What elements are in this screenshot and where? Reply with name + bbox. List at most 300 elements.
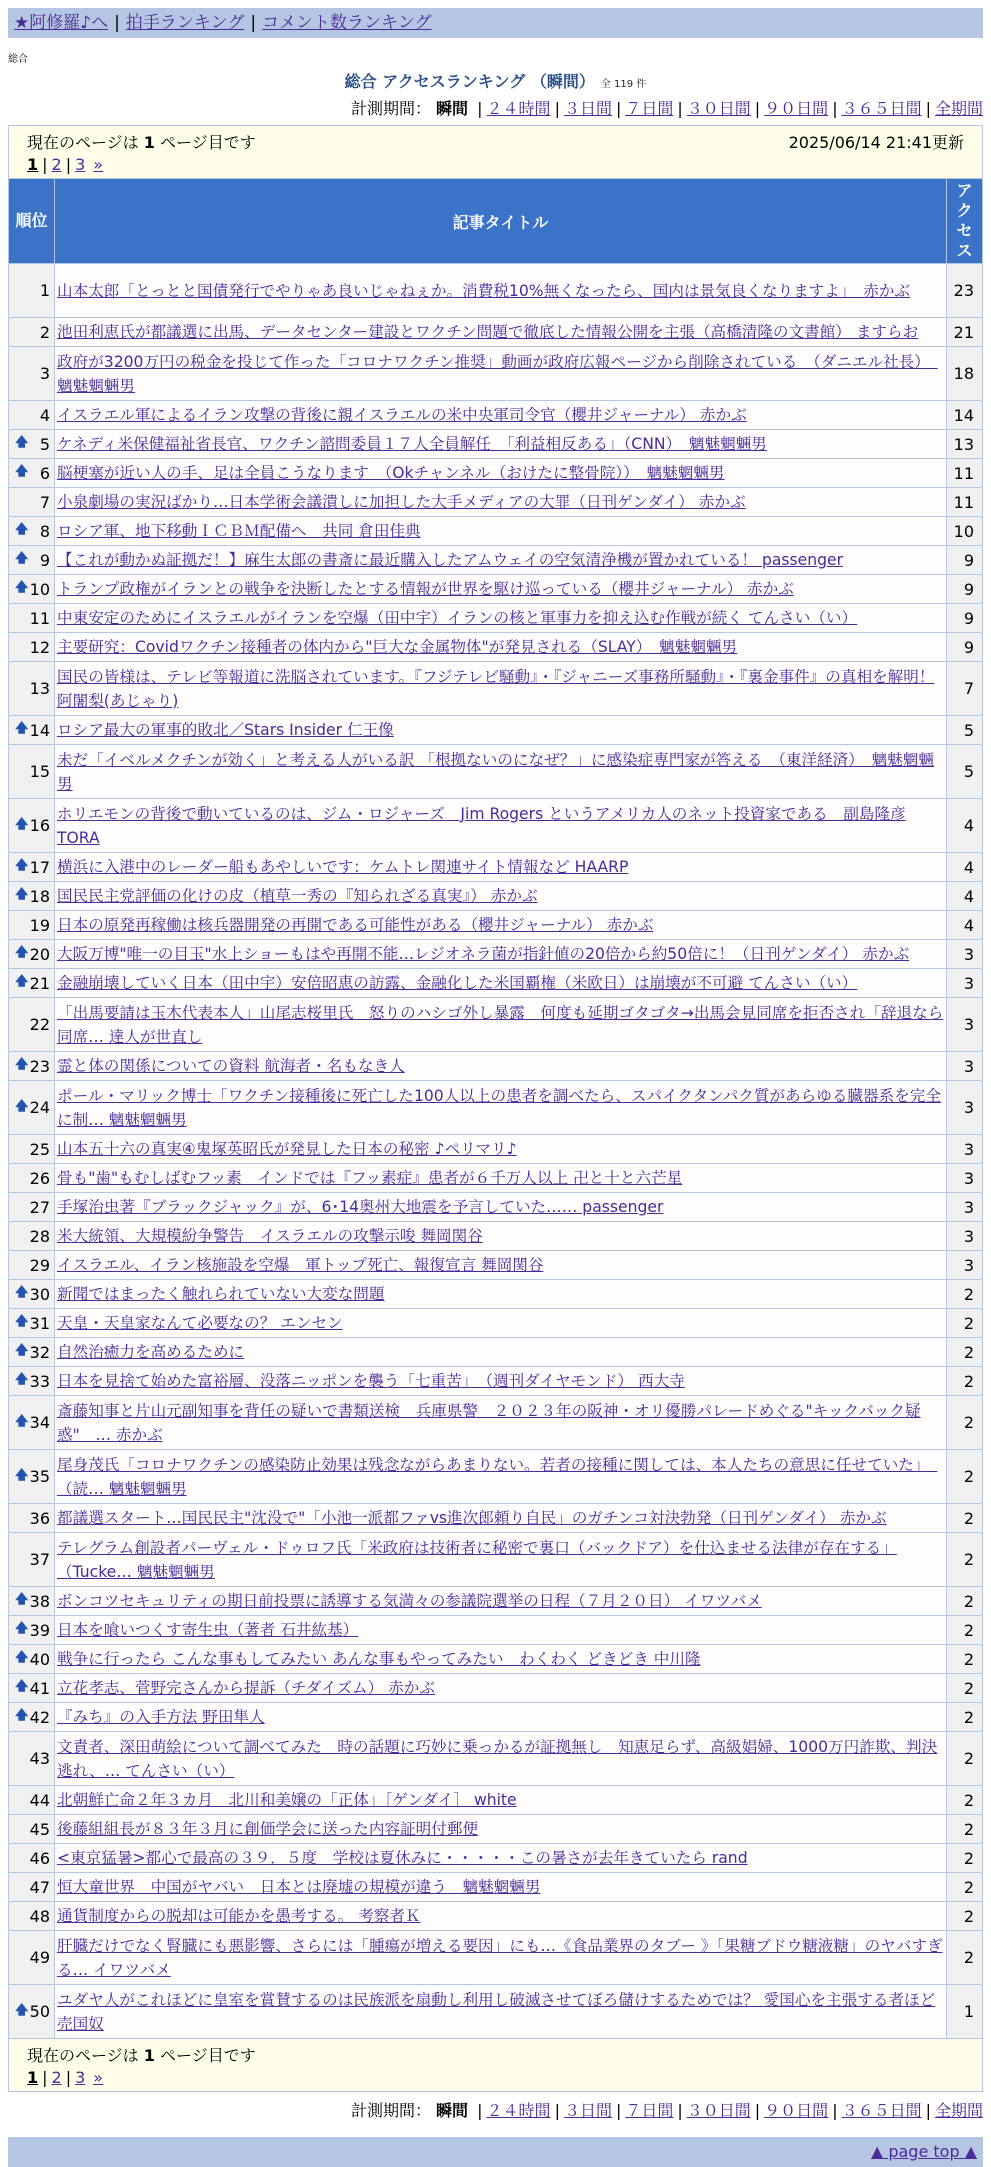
rank-up-arrow-icon: 🡅	[15, 1708, 29, 1723]
rank-cell	[9, 1135, 55, 1164]
article-title-link[interactable]: ロシア最大の軍事的敗北／Stars Insider 仁王像	[57, 721, 394, 739]
article-title-link[interactable]: 金融崩壊していく日本（田中宇）安倍昭恵の訪露、金融化した米国覇権（米欧日）は崩壊が不可避 てんさい（い）	[57, 974, 858, 992]
rank-number: 13	[29, 679, 50, 698]
table-row	[9, 1396, 983, 1450]
home-link[interactable]: ★阿修羅♪へ	[14, 13, 109, 33]
rank-cell	[9, 575, 55, 604]
pager-next-link[interactable]: »	[93, 2068, 104, 2087]
rank-cell	[9, 799, 55, 853]
table-row	[9, 1222, 983, 1251]
title-cell	[55, 264, 947, 318]
table-row	[9, 575, 983, 604]
article-title-link[interactable]: 【これが動かぬ証拠だ！】麻生太郎の書斎に最近購入したアムウェイの空気清浄機が置かれている！ passenger	[57, 551, 844, 569]
article-title-link[interactable]: 北朝鮮亡命２年３カ月 北川和美嬢の「正体」［ゲンダイ］ white	[57, 1791, 517, 1809]
title-cell	[55, 969, 947, 998]
rank-cell	[9, 1985, 55, 2039]
rank-number: 44	[29, 1790, 50, 1810]
article-title-link[interactable]: イスラエル軍によるイラン攻撃の背後に親イスラエルの米中央軍司令官（櫻井ジャーナル） 赤かぶ	[57, 406, 747, 424]
access-count: 2	[947, 1504, 983, 1533]
title-cell	[55, 1450, 947, 1504]
rank-cell	[9, 1309, 55, 1338]
rank-cell	[9, 1902, 55, 1931]
rank-number: 46	[29, 1848, 50, 1868]
rank-number: 49	[29, 1948, 50, 1967]
table-header	[9, 179, 983, 264]
article-title-link[interactable]: 肝臓だけでなく腎臓にも悪影響、さらには「腫瘍が増える要因」にも…《食品業界のタブー 》「果糖ブドウ糖液糖」のヤバすぎる… イワツバメ	[57, 1936, 943, 1979]
article-title-link[interactable]: 池田利恵氏が都議選に出馬、データセンター建設とワクチン問題で徹底した情報公開を主張（高橋清隆の文書館） ますらお	[57, 323, 919, 341]
period-link[interactable]: 全期間	[934, 2101, 983, 2120]
title-cell	[55, 1732, 947, 1786]
table-row	[9, 347, 983, 401]
page-title-text: 総合 アクセスランキング （瞬間）	[344, 72, 595, 91]
access-count: 1	[947, 1985, 983, 2039]
total-count: 全 119 件	[600, 79, 647, 90]
rank-cell	[9, 1533, 55, 1587]
rank-number: 22	[29, 1015, 50, 1034]
article-title-link[interactable]: 日本の原発再稼働は核兵器開発の再開である可能性がある（櫻井ジャーナル） 赤かぶ	[57, 916, 654, 934]
title-cell	[55, 662, 947, 716]
rank-up-arrow-icon: 🡅	[15, 522, 29, 537]
table-row	[9, 1251, 983, 1280]
title-cell	[55, 459, 947, 488]
access-count: 9	[947, 604, 983, 633]
rank-number: 40	[29, 1649, 50, 1669]
rank-cell	[9, 745, 55, 799]
top-nav-bar	[8, 8, 983, 38]
article-title-link[interactable]: 「出馬要請は玉木代表本人」山尾志桜里氏 怒りのハシゴ外し暴露 何度も延期ゴタゴタ→出馬会見同席を拒否され「辞退なら同席… 達人が世直し	[57, 1003, 944, 1046]
article-title-link[interactable]: 日本を見捨て始めた富裕層、没落ニッポンを襲う「七重苦」 （週刊ダイヤモンド） 西大寺	[57, 1372, 685, 1390]
rank-number: 14	[29, 720, 50, 740]
rank-cell	[9, 1193, 55, 1222]
table-row	[9, 1450, 983, 1504]
access-count: 2	[947, 1645, 983, 1674]
title-cell	[55, 575, 947, 604]
title-cell	[55, 911, 947, 940]
access-count: 2	[947, 1616, 983, 1645]
article-title-link[interactable]: 山本五十六の真実④鬼塚英昭氏が発見した日本の秘密 ♪ペリマリ♪	[57, 1140, 517, 1158]
pager-separator: |	[42, 155, 48, 174]
rank-cell	[9, 459, 55, 488]
title-cell	[55, 1587, 947, 1616]
rank-up-arrow-icon: 🡅	[15, 551, 29, 566]
title-cell	[55, 1616, 947, 1645]
pager-page-link[interactable]: 2	[51, 2068, 62, 2087]
rank-cell	[9, 1703, 55, 1732]
rank-cell	[9, 517, 55, 546]
rank-number: 17	[29, 857, 50, 877]
access-count: 23	[947, 264, 983, 318]
rank-number: 7	[39, 492, 50, 512]
article-title-link[interactable]: 大阪万博"唯一の目玉"水上ショーもはや再開不能…レジオネラ菌が指針値の20倍から約50倍に！（日刊ゲンダイ） 赤かぶ	[57, 945, 910, 963]
rank-cell	[9, 1815, 55, 1844]
title-cell	[55, 1251, 947, 1280]
rank-cell	[9, 1645, 55, 1674]
title-cell	[55, 1844, 947, 1873]
access-count: 14	[947, 401, 983, 430]
access-count: 7	[947, 662, 983, 716]
access-count: 18	[947, 347, 983, 401]
period-label: 計測期間：	[350, 99, 431, 118]
period-separator: |	[615, 99, 622, 118]
rank-cell	[9, 1396, 55, 1450]
article-title-link[interactable]: 都議選スタート…国民民主"沈没で"「小池一派都ファvs進次郎頼り自民」のガチンコ対決勃発（日刊ゲンダイ） 赤かぶ	[57, 1509, 887, 1527]
period-link[interactable]: ７日間	[625, 99, 674, 118]
table-row	[9, 1902, 983, 1931]
article-title-link[interactable]: 立花孝志、菅野完さんから提訴（チダイズム） 赤かぶ	[57, 1679, 435, 1697]
table-row	[9, 1587, 983, 1616]
column-header-access: アクセス	[947, 179, 983, 264]
table-row	[9, 1135, 983, 1164]
period-link[interactable]: ３日間	[563, 99, 612, 118]
period-link[interactable]: ３日間	[563, 2101, 612, 2120]
period-label: 計測期間：	[350, 2101, 431, 2120]
table-row	[9, 1504, 983, 1533]
article-title-link[interactable]: ロシア軍、地下移動ＩＣＢＭ配備へ 共同 倉田佳典	[57, 522, 421, 540]
pager-separator: |	[65, 155, 72, 174]
period-link[interactable]: ２４時間	[486, 2101, 551, 2120]
rank-cell	[9, 662, 55, 716]
title-cell	[55, 1533, 947, 1587]
article-title-link[interactable]: 横浜に入港中のレーダー船もあやしいです：ケムトレ関連サイト情報など HAARP	[57, 858, 629, 876]
article-title-link[interactable]: ケネディ米保健福祉省長官、ワクチン諮問委員１７人全員解任 「利益相反ある」（CNN） 魑魅魍魎男	[57, 435, 767, 453]
rank-number: 45	[29, 1819, 50, 1839]
rank-number: 11	[29, 608, 50, 628]
period-link[interactable]: ３６５日間	[841, 99, 922, 118]
table-row	[9, 604, 983, 633]
rank-number: 16	[29, 816, 50, 835]
article-title-link[interactable]: 天皇・天皇家なんて必要なの？ エンセン	[57, 1314, 343, 1332]
column-header-rank: 順位	[9, 179, 55, 264]
title-cell	[55, 716, 947, 745]
table-row	[9, 1732, 983, 1786]
access-count: 2	[947, 1533, 983, 1587]
access-count: 3	[947, 1222, 983, 1251]
access-count: 3	[947, 1193, 983, 1222]
title-cell	[55, 1367, 947, 1396]
period-selector-top	[8, 96, 983, 119]
period-links	[473, 99, 983, 118]
rank-cell	[9, 1081, 55, 1135]
title-cell	[55, 1703, 947, 1732]
rank-cell	[9, 633, 55, 662]
footer-bar	[8, 2137, 983, 2167]
period-separator: |	[832, 2101, 838, 2120]
rank-cell	[9, 853, 55, 882]
table-row	[9, 998, 983, 1052]
period-separator: |	[554, 2101, 560, 2120]
access-count: 2	[947, 1931, 983, 1985]
rank-up-arrow-icon: 🡅	[15, 1413, 29, 1429]
access-count: 13	[947, 430, 983, 459]
rank-cell	[9, 1616, 55, 1645]
title-cell	[55, 1674, 947, 1703]
table-row	[9, 882, 983, 911]
period-link[interactable]: 全期間	[934, 99, 983, 118]
period-link[interactable]: ２４時間	[486, 99, 551, 118]
title-cell	[55, 1902, 947, 1931]
table-row	[9, 1081, 983, 1135]
rank-number: 41	[29, 1678, 50, 1698]
article-title-link[interactable]: 恒大童世界 中国がヤバい 日本とは廃墟の規模が違う 魑魅魍魎男	[57, 1878, 541, 1896]
article-title-link[interactable]: 通貨制度からの脱却は可能かを愚考する。 考察者Ｋ	[57, 1907, 421, 1925]
access-count: 3	[947, 1052, 983, 1081]
pager-page-link[interactable]: 2	[51, 155, 62, 174]
rank-up-arrow-icon: 🡅	[15, 464, 29, 479]
title-cell	[55, 1786, 947, 1815]
title-cell	[55, 1164, 947, 1193]
rank-number: 20	[29, 944, 50, 964]
rank-number: 43	[29, 1749, 50, 1768]
article-title-link[interactable]: 『みち』の入手方法 野田隼人	[57, 1708, 265, 1726]
rank-up-arrow-icon: 🡅	[15, 974, 29, 989]
rank-up-arrow-icon: 🡅	[15, 1372, 29, 1387]
rank-number: 12	[29, 637, 50, 657]
period-separator: |	[677, 99, 683, 118]
access-count: 2	[947, 1786, 983, 1815]
title-cell	[55, 1645, 947, 1674]
title-cell	[55, 1815, 947, 1844]
pager-separator: |	[65, 2068, 72, 2087]
article-title-link[interactable]: <東京猛暑>都心で最高の３９．５度 学校は夏休みに・・・・・この暑さが去年きていたら rand	[57, 1849, 748, 1867]
access-count: 3	[947, 1251, 983, 1280]
page-top-link[interactable]: ▲ page top ▲	[870, 2142, 977, 2161]
pager-page-link[interactable]: 3	[75, 155, 86, 174]
table-row	[9, 1815, 983, 1844]
access-count: 3	[947, 998, 983, 1052]
title-cell	[55, 853, 947, 882]
table-row	[9, 911, 983, 940]
rank-number: 33	[29, 1371, 50, 1391]
period-separator: |	[477, 99, 483, 118]
table-row	[9, 716, 983, 745]
rank-number: 36	[29, 1508, 50, 1528]
access-count: 3	[947, 940, 983, 969]
rank-up-arrow-icon: 🡅	[15, 1467, 29, 1483]
title-cell	[55, 633, 947, 662]
rank-number: 23	[29, 1056, 50, 1076]
title-cell	[55, 1081, 947, 1135]
rank-number: 15	[29, 762, 50, 781]
rank-cell	[9, 1280, 55, 1309]
rank-cell	[9, 430, 55, 459]
access-count: 9	[947, 575, 983, 604]
article-title-link[interactable]: 中東安定のためにイスラエルがイランを空爆（田中宇）イランの核と軍事力を抑え込む作戦が続く てんさい（い）	[57, 609, 858, 627]
rank-cell	[9, 716, 55, 745]
table-row	[9, 745, 983, 799]
article-title-link[interactable]: 日本を喰いつくす寄生虫（著者 石井紘基）	[57, 1621, 359, 1639]
column-header-title: 記事タイトル	[55, 179, 947, 264]
article-title-link[interactable]: ホリエモンの背後で動いているのは、ジム・ロジャーズ Jim Rogers というアメリカ人のネット投資家である 副島隆彦 TORA	[57, 804, 906, 847]
article-title-link[interactable]: 新聞ではまったく触れられていない大変な問題	[57, 1285, 385, 1303]
period-links	[473, 2101, 983, 2120]
access-count: 4	[947, 911, 983, 940]
title-cell	[55, 1338, 947, 1367]
period-link[interactable]: ９０日間	[764, 99, 829, 118]
access-count: 2	[947, 1873, 983, 1902]
article-title-link[interactable]: 自然治癒力を高めるために	[57, 1343, 245, 1361]
rank-cell	[9, 401, 55, 430]
pager-page-link[interactable]: 3	[75, 2068, 86, 2087]
title-cell	[55, 401, 947, 430]
title-cell	[55, 1873, 947, 1902]
access-count: 2	[947, 1280, 983, 1309]
period-separator: |	[754, 99, 761, 118]
rank-number: 4	[39, 405, 50, 425]
period-link[interactable]: ７日間	[625, 2101, 674, 2120]
access-count: 2	[947, 1674, 983, 1703]
access-count: 3	[947, 1135, 983, 1164]
rank-up-arrow-icon: 🡅	[15, 1314, 29, 1329]
article-title-link[interactable]: テレグラム創設者パーヴェル・ドゥロフ氏「米政府は技術者に秘密で裏口（バックドア）を仕込ませる法律が存在する」（Tucke… 魑魅魍魎男	[57, 1538, 897, 1581]
table-row	[9, 1703, 983, 1732]
rank-cell	[9, 264, 55, 318]
rank-number: 48	[29, 1906, 50, 1926]
table-row	[9, 1280, 983, 1309]
rank-cell	[9, 347, 55, 401]
rank-number: 28	[29, 1226, 50, 1246]
table-row	[9, 459, 983, 488]
access-count: 2	[947, 1703, 983, 1732]
rank-up-arrow-icon: 🡅	[15, 1650, 29, 1665]
table-row	[9, 430, 983, 459]
article-title-link[interactable]: 脳梗塞が近い人の手、足は全員こうなります （Okチャンネル（おけたに整骨院）） 魑魅魍魎男	[57, 464, 725, 482]
table-row	[9, 1674, 983, 1703]
article-title-link[interactable]: 未だ「イベルメクチンが効く」と考える人がいる訳 「根拠ないのになぜ？」に感染症専門家が答える （東洋経済） 魑魅魍魎男	[57, 750, 934, 793]
title-cell	[55, 1280, 947, 1309]
rank-number: 19	[29, 915, 50, 935]
rank-up-arrow-icon: 🡅	[15, 1285, 29, 1300]
article-title-link[interactable]: イスラエル、イラン核施設を空爆 軍トップ死亡、報復宣言 舞岡関谷	[57, 1256, 544, 1274]
access-count: 2	[947, 1732, 983, 1786]
table-row	[9, 799, 983, 853]
pager-next-link[interactable]: »	[93, 155, 104, 174]
access-count: 5	[947, 716, 983, 745]
article-title-link[interactable]: ユダヤ人がこれほどに皇室を賞賛するのは民族派を扇動し利用し破滅させてぼろ儲けするためでは？ 愛国心を主張する者ほど売国奴	[57, 1990, 936, 2033]
rank-number: 21	[29, 973, 50, 993]
access-count: 9	[947, 633, 983, 662]
period-link[interactable]: ３０日間	[686, 2101, 751, 2120]
article-title-link[interactable]: トランプ政権がイランとの戦争を決断したとする情報が世界を駆け巡っている（櫻井ジャーナル） 赤かぶ	[57, 580, 794, 598]
applause-ranking-link[interactable]: 拍手ランキング	[125, 13, 245, 33]
access-count: 2	[947, 1844, 983, 1873]
table-row	[9, 318, 983, 347]
rank-number: 34	[29, 1413, 50, 1432]
table-row	[9, 546, 983, 575]
table-row	[9, 1844, 983, 1873]
nav-separator: |	[114, 13, 120, 33]
table-row	[9, 969, 983, 998]
pager-top	[27, 155, 964, 174]
rank-up-arrow-icon: 🡅	[15, 1098, 29, 1114]
table-row	[9, 517, 983, 546]
table-row	[9, 662, 983, 716]
article-title-link[interactable]: 政府が3200万円の税金を投じて作った「コロナワクチン推奨」動画が政府広報ページから削除されている （ダニエル社長） 魑魅魍魎男	[57, 352, 938, 395]
comment-ranking-link[interactable]: コメント数ランキング	[262, 13, 432, 33]
rank-number: 50	[29, 2002, 50, 2021]
period-separator: |	[925, 99, 931, 118]
article-title-link[interactable]: 斎藤知事と片山元副知事を背任の疑いで書類送検 兵庫県警 ２０２３年の阪神・オリ優勝パレードめぐる"キックバック疑惑" … 赤かぶ	[57, 1401, 921, 1444]
period-link[interactable]: ９０日間	[764, 2101, 829, 2120]
rank-cell	[9, 940, 55, 969]
rank-up-arrow-icon: 🡅	[15, 1057, 29, 1072]
rank-up-arrow-icon: 🡅	[15, 816, 29, 832]
title-cell	[55, 1052, 947, 1081]
article-title-link[interactable]: 主要研究：Covidワクチン接種者の体内から"巨大な金属物体"が発見される（SLAY） 魑魅魍魎男	[57, 638, 738, 656]
article-title-link[interactable]: ボンコツセキュリティの期日前投票に誘導する気満々の参議院選挙の日程（７月２０日） イワツバメ	[57, 1592, 762, 1610]
access-count: 2	[947, 1815, 983, 1844]
rank-number: 35	[29, 1467, 50, 1486]
rank-cell	[9, 1367, 55, 1396]
access-count: 4	[947, 882, 983, 911]
category-label: 総合	[8, 54, 28, 65]
rank-number: 32	[29, 1342, 50, 1362]
period-link[interactable]: ３６５日間	[841, 2101, 922, 2120]
title-cell	[55, 546, 947, 575]
rank-up-arrow-icon: 🡅	[15, 721, 29, 736]
article-title-link[interactable]: 後藤組組長が８３年３月に創価学会に送った内容証明付郵便	[57, 1820, 479, 1838]
article-title-link[interactable]: 文責者、深田萌絵について調べてみた 時の話題に巧妙に乗っかるが証拠無し 知恵足らず、高級娼婦、1000万円詐欺、判決逃れ、… てんさい（い）	[57, 1737, 938, 1780]
rank-number: 6	[39, 463, 50, 483]
article-title-link[interactable]: 国民の皆様は、テレビ等報道に洗脳されています。『フジテレビ騒動』・『ジャニーズ事務所騒動』・『裏金事件』の真相を解明！ 阿闍梨(あじゃり)	[57, 667, 935, 710]
article-title-link[interactable]: 手塚治虫著『ブラックジャック』が、6･14奥州大地震を予言していた…… passenger	[57, 1198, 664, 1216]
rank-cell	[9, 1052, 55, 1081]
article-title-link[interactable]: ポール・マリック博士「ワクチン接種後に死亡した100人以上の患者を調べたら、スパイクタンパク質があらゆる臓器系を完全に制… 魑魅魍魎男	[57, 1086, 941, 1129]
article-title-link[interactable]: 尾身茂氏「コロナワクチンの感染防止効果は残念ながらあまりない。若者の接種に関しては、本人たちの意思に任せていた」 （読… 魑魅魍魎男	[57, 1455, 938, 1498]
rank-up-arrow-icon: 🡅	[15, 945, 29, 960]
current-page-text: 現在のページは 1 ページ目です	[27, 133, 256, 152]
title-cell	[55, 1504, 947, 1533]
rank-cell	[9, 1164, 55, 1193]
period-separator: |	[477, 2101, 483, 2120]
access-count: 2	[947, 1450, 983, 1504]
rank-cell	[9, 1504, 55, 1533]
rank-up-arrow-icon: 🡅	[15, 858, 29, 873]
article-title-link[interactable]: 戦争に行ったら こんな事もしてみたい あんな事もやってみたい わくわく どきどき 中川隆	[57, 1650, 701, 1668]
title-cell	[55, 745, 947, 799]
ranking-rows	[9, 264, 983, 2039]
title-cell	[55, 799, 947, 853]
article-title-link[interactable]: 国民民主党評価の化けの皮（植草一秀の『知られざる真実』） 赤かぶ	[57, 887, 538, 905]
rank-cell	[9, 1587, 55, 1616]
title-cell	[55, 1985, 947, 2039]
access-count: 9	[947, 546, 983, 575]
rank-number: 47	[29, 1877, 50, 1897]
title-cell	[55, 1222, 947, 1251]
article-title-link[interactable]: 山本太郎「とっとと国債発行でやりゃあ良いじゃねぇか。消費税10%無くなったら、国内は景気良くなりますよ」 赤かぶ	[57, 281, 911, 300]
table-row	[9, 264, 983, 318]
rank-number: 18	[29, 886, 50, 906]
rank-cell	[9, 1786, 55, 1815]
access-count: 3	[947, 1081, 983, 1135]
article-title-link[interactable]: 霊と体の関係についての資料 航海者・名もなき人	[57, 1057, 405, 1075]
title-cell	[55, 488, 947, 517]
rank-number: 38	[29, 1591, 50, 1611]
table-row	[9, 1786, 983, 1815]
article-title-link[interactable]: 骨も"歯"もむしばむフッ素 インドでは『フッ素症』患者が６千万人以上 卍と十と六芒星	[57, 1169, 683, 1187]
pager-bottom	[27, 2068, 964, 2087]
article-title-link[interactable]: 米大統領、大規模紛争警告 イスラエルの攻撃示唆 舞岡関谷	[57, 1227, 483, 1245]
period-link[interactable]: ３０日間	[686, 99, 751, 118]
title-cell	[55, 1193, 947, 1222]
rank-cell	[9, 1674, 55, 1703]
rank-up-arrow-icon: 🡅	[15, 1592, 29, 1607]
table-row	[9, 1985, 983, 2039]
access-count: 4	[947, 853, 983, 882]
title-cell	[55, 430, 947, 459]
current-page-text-bottom: 現在のページは 1 ページ目です	[27, 2046, 256, 2065]
article-title-link[interactable]: 小泉劇場の実況ばかり…日本学術会議潰しに加担した大手メディアの大罪（日刊ゲンダイ） 赤かぶ	[57, 493, 746, 511]
pager-current-page: 1	[27, 155, 39, 174]
